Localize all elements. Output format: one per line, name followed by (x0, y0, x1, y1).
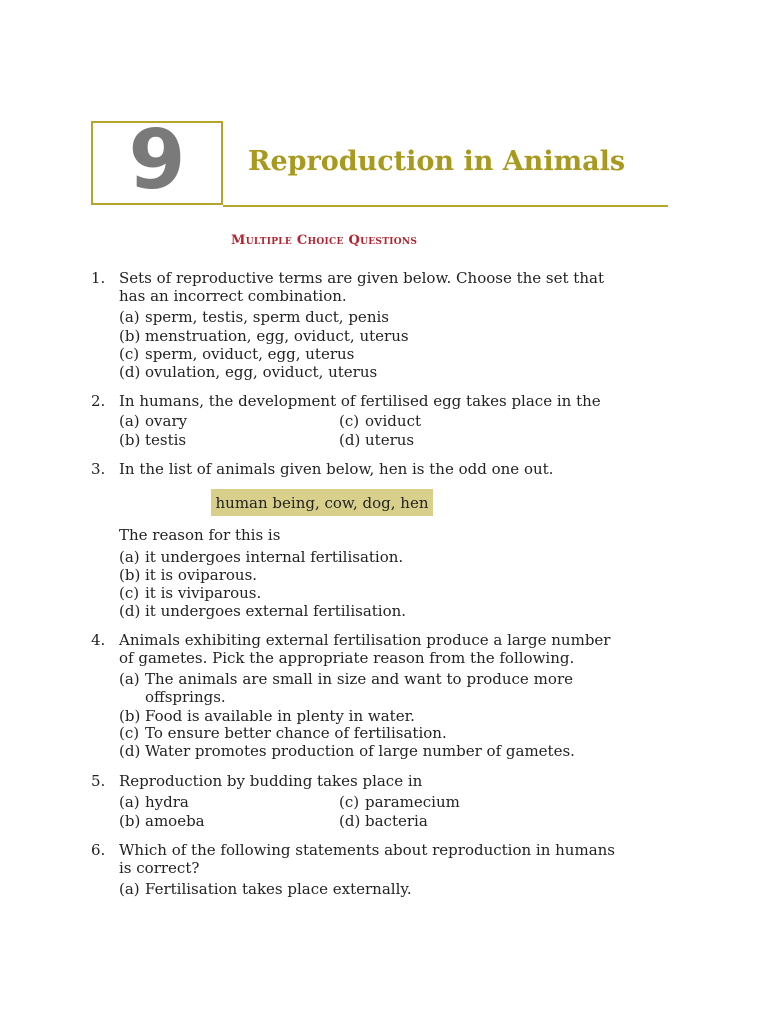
option-label: (a) (119, 548, 140, 566)
q6-number: 6. (91, 841, 106, 859)
option-label: (b) (119, 707, 141, 725)
q2-option-c (339, 412, 421, 430)
option-text: ovulation, egg, oviduct, uterus (145, 363, 378, 381)
option-text: amoeba (145, 812, 205, 830)
q5-option-d (339, 812, 428, 830)
q2-number: 2. (91, 392, 106, 410)
option-text: sperm, oviduct, egg, uterus (145, 345, 355, 363)
option-text: bacteria (365, 812, 428, 830)
q6-option-a (119, 880, 412, 898)
title-rule (223, 205, 668, 207)
option-text: paramecium (365, 793, 460, 811)
option-text: ovary (145, 412, 188, 430)
option-text: Water promotes production of large number of gametes. (145, 742, 575, 760)
q3-number: 3. (91, 460, 106, 478)
option-label: (d) (119, 363, 141, 381)
q5-option-b (119, 812, 205, 830)
chapter-number-box (91, 113, 223, 208)
option-text: it is oviparous. (145, 566, 258, 584)
option-label: (d) (119, 742, 141, 760)
option-text: uterus (365, 431, 415, 449)
q1-text-line1: Sets of reproductive terms are given below. Choose the set that (119, 269, 604, 287)
q1-option-c (119, 345, 354, 363)
q4-option-a (119, 670, 573, 688)
option-text: testis (145, 431, 187, 449)
q5-option-a (119, 793, 189, 811)
option-label: (b) (119, 327, 141, 345)
q3-option-b (119, 566, 257, 584)
q3-text-line1: In the list of animals given below, hen is the odd one out. (119, 460, 554, 478)
option-label: (d) (339, 812, 361, 830)
option-label: (a) (119, 670, 140, 688)
q2-option-b (119, 431, 186, 449)
section-heading: Multiple Choice Questions (231, 233, 418, 248)
q1-option-d (119, 363, 377, 381)
q6-text-line2: is correct? (119, 859, 200, 877)
option-label: (d) (119, 602, 141, 620)
q1-text-line2: has an incorrect combination. (119, 287, 347, 305)
option-label: (d) (339, 431, 361, 449)
option-label: (c) (339, 793, 360, 811)
q6-text-line1: Which of the following statements about reproduction in humans (119, 841, 615, 859)
option-label: (a) (119, 412, 140, 430)
q2-option-a (119, 412, 187, 430)
q5-number: 5. (91, 772, 106, 790)
q4-text-line2: of gametes. Pick the appropriate reason from the following. (119, 649, 575, 667)
option-text: hydra (145, 793, 189, 811)
option-label: (b) (119, 566, 141, 584)
q3-option-d (119, 602, 406, 620)
q3-option-a (119, 548, 403, 566)
q4-text-line1: Animals exhibiting external fertilisation produce a large number (119, 631, 611, 649)
q3-reason: The reason for this is (119, 526, 281, 544)
option-label: (c) (119, 345, 140, 363)
option-text: sperm, testis, sperm duct, penis (145, 308, 389, 326)
q2-text-line1: In humans, the development of fertilised egg takes place in the (119, 392, 601, 410)
option-text: oviduct (365, 412, 421, 430)
option-label: (a) (119, 308, 140, 326)
option-label: (b) (119, 431, 141, 449)
q4-option-b (119, 707, 415, 725)
option-label: (c) (119, 584, 140, 602)
q4-option-c (119, 724, 447, 742)
chapter-title: Reproduction in Animals (248, 146, 626, 177)
q3-option-c (119, 584, 261, 602)
option-text: The animals are small in size and want to produce more (145, 670, 573, 688)
option-text: Food is available in plenty in water. (145, 707, 415, 725)
q4-number: 4. (91, 631, 106, 649)
q4-option-d (119, 742, 575, 760)
option-label: (a) (119, 793, 140, 811)
q5-text-line1: Reproduction by budding takes place in (119, 772, 423, 790)
option-text: it undergoes internal fertilisation. (145, 548, 404, 566)
q4-option-a-continuation: offsprings. (145, 688, 226, 706)
q2-option-d (339, 431, 414, 449)
option-label: (c) (119, 724, 140, 742)
option-text: To ensure better chance of fertilisation. (145, 724, 447, 742)
option-text: menstruation, egg, oviduct, uterus (145, 327, 409, 345)
q1-number: 1. (91, 269, 106, 287)
option-text: Fertilisation takes place externally. (145, 880, 412, 898)
chapter-number: 9 (128, 113, 186, 208)
q1-option-b (119, 327, 409, 345)
q1-option-a (119, 308, 389, 326)
option-label: (c) (339, 412, 360, 430)
animal-list-box: human being, cow, dog, hen (211, 489, 433, 516)
option-label: (b) (119, 812, 141, 830)
option-text: it undergoes external fertilisation. (145, 602, 407, 620)
q5-option-c (339, 793, 460, 811)
option-text: it is viviparous. (145, 584, 262, 602)
option-label: (a) (119, 880, 140, 898)
